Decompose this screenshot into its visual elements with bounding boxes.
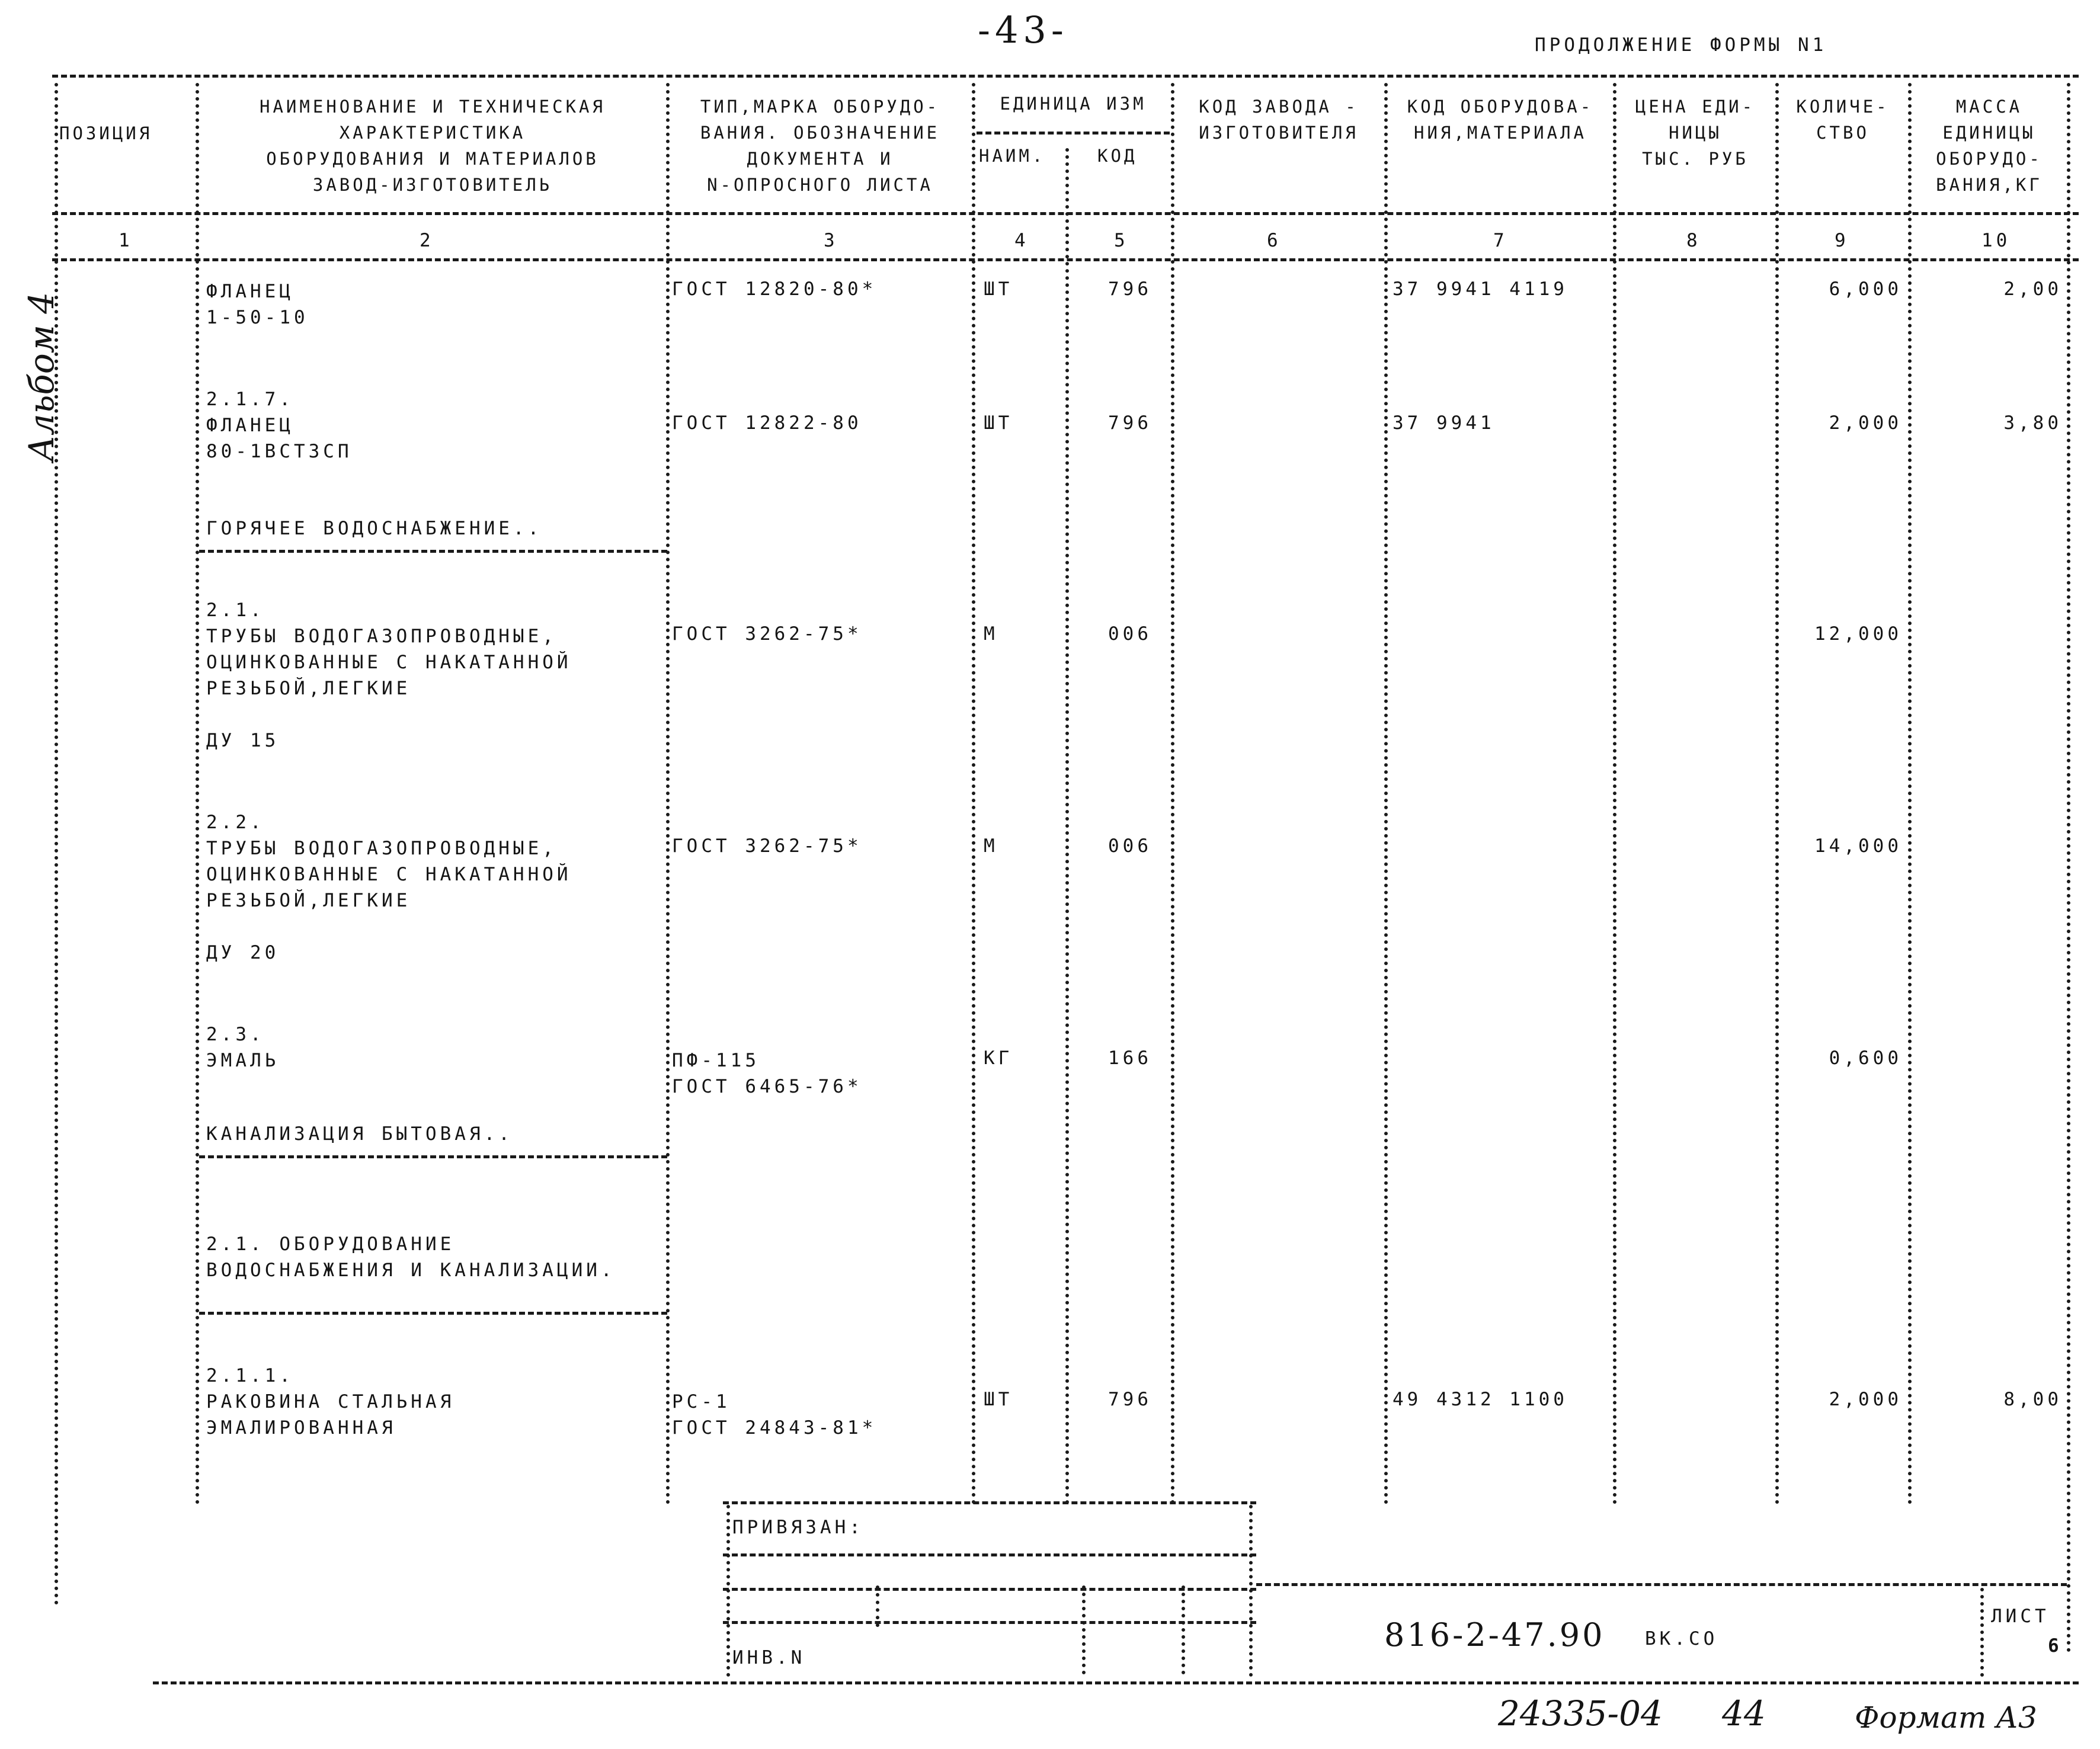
section-underline xyxy=(199,1312,667,1315)
row-unit: ШТ xyxy=(984,1389,1013,1410)
section-heading: 2.1. ОБОРУДОВАНИЕ ВОДОСНАБЖЕНИЯ И КАНАЛИЗАЦИИ. xyxy=(206,1234,616,1281)
archive-number: 24335-04 xyxy=(1498,1693,1663,1734)
stamp-inv-label: ИНВ.N xyxy=(732,1647,806,1668)
continuation-note: ПРОДОЛЖЕНИЕ ФОРМЫ N1 xyxy=(1535,34,1827,56)
stamp-sep xyxy=(1082,1585,1086,1674)
row-unit: ШТ xyxy=(984,278,1013,300)
table-row: 2.1.1. РАКОВИНА СТАЛЬНАЯ ЭМАЛИРОВАННАЯ xyxy=(206,1365,455,1439)
hdr-name: НАИМЕНОВАНИЕ И ТЕХНИЧЕСКАЯ ХАРАКТЕРИСТИКА ОБОРУДОВАНИЯ И МАТЕРИАЛОВ ЗАВОД-ИЗГОТОВИТЕЛЬ xyxy=(260,97,606,195)
col-sep-2 xyxy=(666,83,670,1505)
table-row: 2.1. ТРУБЫ ВОДОГАЗОПРОВОДНЫЕ, ОЦИНКОВАННЫЕ С НАКАТАННОЙ РЕЗЬБОЙ,ЛЕГКИЕ ДУ 15 xyxy=(206,600,572,751)
table-row: 2.3. ЭМАЛЬ xyxy=(206,1024,280,1071)
album-note: Альбом 4 xyxy=(21,292,62,462)
row-mass: 2,00 xyxy=(2003,278,2062,300)
row-qty: 2,000 xyxy=(1829,412,1902,434)
colnum-9: 9 xyxy=(1835,230,1849,251)
col-sep-9 xyxy=(1908,83,1912,1505)
colnum-4: 4 xyxy=(1014,230,1029,251)
row-type: ГОСТ 3262-75* xyxy=(672,835,862,857)
row-code: 006 xyxy=(1108,835,1152,857)
hdr-mass: МАССА ЕДИНИЦЫ ОБОРУДО- ВАНИЯ,КГ xyxy=(1936,97,2043,195)
stamp-bound-label: ПРИВЯЗАН: xyxy=(732,1517,864,1538)
row-type: РС-1 ГОСТ 24843-81* xyxy=(672,1391,877,1439)
stamp-rule xyxy=(723,1588,1256,1591)
stamp-right-rule xyxy=(1256,1583,2067,1586)
row-qty: 12,000 xyxy=(1814,623,1902,645)
colnum-8: 8 xyxy=(1686,230,1701,251)
colnum-7: 7 xyxy=(1493,230,1508,251)
colnum-2: 2 xyxy=(420,230,434,251)
row-unit: М xyxy=(984,623,998,645)
row-mass: 8,00 xyxy=(2003,1389,2062,1410)
col-sep-8 xyxy=(1775,83,1779,1505)
colnum-10: 10 xyxy=(1981,230,2011,251)
row-qty: 2,000 xyxy=(1829,1389,1902,1410)
row-equip-code: 37 9941 4119 xyxy=(1392,278,1568,300)
col-sep-1 xyxy=(196,83,199,1505)
stamp-sheet-number: 6 xyxy=(2048,1635,2063,1657)
colnum-6: 6 xyxy=(1267,230,1282,251)
stamp-doc-code: 816-2-47.90 xyxy=(1384,1616,1605,1654)
colnum-3: 3 xyxy=(824,230,838,251)
section-underline xyxy=(199,550,667,553)
row-code: 796 xyxy=(1108,412,1152,434)
col-sep-5 xyxy=(1171,83,1174,1505)
stamp-sep xyxy=(726,1505,730,1677)
col-sep-10 xyxy=(2067,83,2070,1653)
row-unit: М xyxy=(984,835,998,857)
page-number: -43- xyxy=(978,8,1068,52)
col-sep-7 xyxy=(1613,83,1616,1505)
row-type: ПФ-115 ГОСТ 6465-76* xyxy=(672,1050,862,1097)
hdr-unit-rule xyxy=(977,132,1170,134)
row-code: 796 xyxy=(1108,278,1152,300)
col-sep-4 xyxy=(1065,148,1069,1505)
table-row: ФЛАНЕЦ 1-50-10 xyxy=(206,281,309,328)
hdr-equip-code: КОД ОБОРУДОВА- НИЯ,МАТЕРИАЛА xyxy=(1407,97,1594,143)
hdr-price: ЦЕНА ЕДИ- НИЦЫ ТЫС. РУБ xyxy=(1635,97,1756,169)
hdr-factory: КОД ЗАВОДА - ИЗГОТОВИТЕЛЯ xyxy=(1199,97,1359,143)
hdr-type: ТИП,МАРКА ОБОРУДО- ВАНИЯ. ОБОЗНАЧЕНИЕ ДОКУМЕНТА И N-ОПРОСНОГО ЛИСТА xyxy=(700,97,940,195)
row-unit: КГ xyxy=(984,1048,1013,1069)
row-code: 796 xyxy=(1108,1389,1152,1410)
stamp-sep xyxy=(1980,1588,1984,1677)
table-row: 2.1.7. ФЛАНЕЦ 80-1ВСТЗСП xyxy=(206,389,353,462)
row-qty: 0,600 xyxy=(1829,1048,1902,1069)
stamp-sep xyxy=(1249,1505,1253,1677)
col-sep-6 xyxy=(1384,83,1388,1505)
stamp-rule xyxy=(723,1621,1256,1624)
row-qty: 6,000 xyxy=(1829,278,1902,300)
row-mass: 3,80 xyxy=(2003,412,2062,434)
section-heading: ГОРЯЧЕЕ ВОДОСНАБЖЕНИЕ.. xyxy=(206,518,543,539)
stamp-sheet-label: ЛИСТ xyxy=(1991,1606,2050,1627)
row-code: 166 xyxy=(1108,1048,1152,1069)
row-equip-code: 37 9941 xyxy=(1392,412,1495,434)
stamp-top-rule xyxy=(723,1501,1256,1504)
format-note: Формат А3 xyxy=(1855,1700,2037,1735)
col-sep-0 xyxy=(55,83,58,1606)
hdr-unit: ЕДИНИЦА ИЗМ xyxy=(1000,94,1147,114)
row-unit: ШТ xyxy=(984,412,1013,434)
stamp-rule xyxy=(723,1553,1256,1556)
table-row: 2.2. ТРУБЫ ВОДОГАЗОПРОВОДНЫЕ, ОЦИНКОВАННЫЕ С НАКАТАННОЙ РЕЗЬБОЙ,ЛЕГКИЕ ДУ 20 xyxy=(206,812,572,963)
section-underline xyxy=(199,1155,667,1158)
hdr-position: ПОЗИЦИЯ xyxy=(59,123,153,143)
table-bottom-rule xyxy=(153,1681,2079,1684)
stamp-sep xyxy=(876,1585,879,1627)
col-sep-3 xyxy=(972,83,975,1505)
row-code: 006 xyxy=(1108,623,1152,645)
hdr-unit-code: КОД xyxy=(1097,146,1138,166)
section-heading: КАНАЛИЗАЦИЯ БЫТОВАЯ.. xyxy=(206,1123,513,1145)
row-qty: 14,000 xyxy=(1814,835,1902,857)
stamp-sep xyxy=(1182,1585,1185,1674)
row-type: ГОСТ 3262-75* xyxy=(672,623,862,645)
table-top-rule xyxy=(52,75,2079,78)
colnum-1: 1 xyxy=(119,230,133,251)
row-equip-code: 49 4312 1100 xyxy=(1392,1389,1568,1410)
hdr-unit-name: НАИМ. xyxy=(979,146,1046,166)
colnum-5: 5 xyxy=(1114,230,1129,251)
row-type: ГОСТ 12822-80 xyxy=(672,412,862,434)
row-type: ГОСТ 12820-80* xyxy=(672,278,877,300)
copy-number: 44 xyxy=(1722,1693,1766,1734)
stamp-doc-suffix: ВК.СО xyxy=(1645,1628,1718,1649)
hdr-qty: КОЛИЧЕ- СТВО xyxy=(1796,97,1890,143)
